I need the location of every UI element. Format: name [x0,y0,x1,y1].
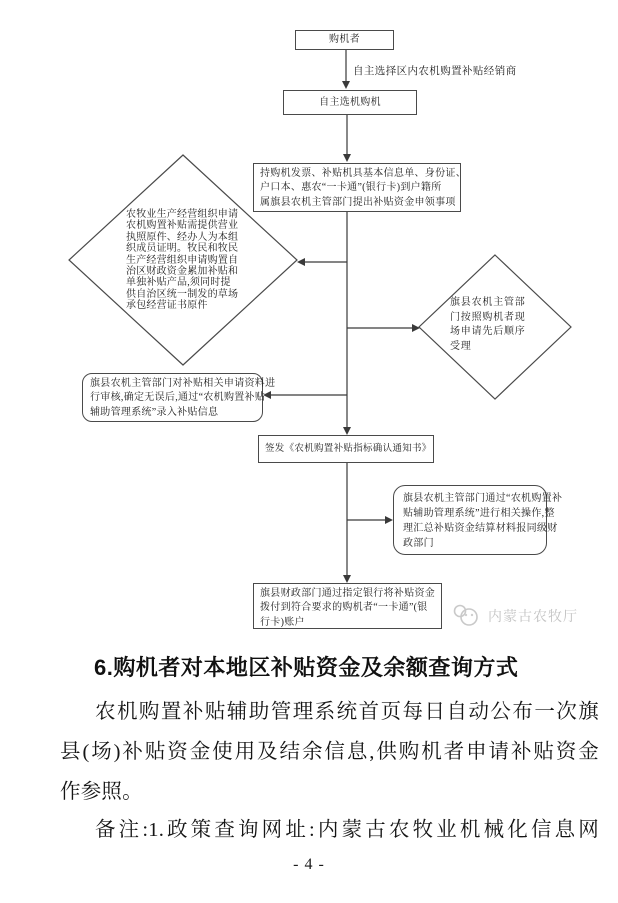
watermark-text: 内蒙古农牧厅 [488,610,578,625]
body-paragraph-line-3: 作参照。 [60,781,143,803]
flowchart-node-choose-machine: 自主选机购机 [283,90,417,115]
body-paragraph-line-2: 县(场)补贴资金使用及结余信息,供购机者申请补贴资金 [60,741,599,763]
page-number: - 4 - [293,856,325,873]
inner-mongolia-agriculture-logo-icon [452,603,482,629]
flow-lines [271,50,412,576]
watermark [452,603,578,629]
flowchart-node-review-entry: 旗县农机主管部门对补贴相关申请资料进 行审核,确定无误后,通过“农机购置补贴 辅助管理系统”录入补贴信息 [82,373,263,422]
flowchart-edge-label-dealer: 自主选择区内农机购置补贴经销商 [353,66,517,77]
section-heading: 6.购机者对本地区补贴资金及余额查询方式 [94,655,519,680]
flowchart-node-buyer: 购机者 [295,30,394,50]
flowchart-node-settlement: 旗县农机主管部门通过“农机购置补 贴辅助管理系统”进行相关操作,整 理汇总补贴资金结算材料报同级财 政部门 [393,485,547,555]
flowchart-node-issue-notice: 签发《农机购置补贴指标确认通知书》 [258,435,434,463]
flowchart-node-payment: 旗县财政部门通过指定银行将补贴资金 拨付到符合要求的购机者“一卡通”(银 行卡)账户 [253,583,442,629]
body-paragraph-line-1: 农机购置补贴辅助管理系统首页每日自动公布一次旗 [95,701,599,723]
flowchart-node-apply-materials: 持购机发票、补贴机具基本信息单、身份证、 户口本、惠农“一卡通”(银行卡)到户籍所 属旗县农机主管部门提出补贴资金申领事项 [253,163,461,212]
flowchart-diamond-org-requirements-text: 农牧业生产经营组织申请 农机购置补贴需提供营业 执照原件、经办人为本组 织成员证明。牧民和牧民 生产经营组织申请购置自 治区财政资金累加补贴和 单独补贴产品,须同时提 供自治区统一制发的草场 承包经营证书原件 [126,209,239,312]
flowchart-diamond-accept-order-text: 旗县农机主管部 门按照购机者现 场申请先后顺序 受理 [450,297,526,352]
body-note-line: 备注:1.政策查询网址:内蒙古农牧业机械化信息网 [95,819,599,841]
